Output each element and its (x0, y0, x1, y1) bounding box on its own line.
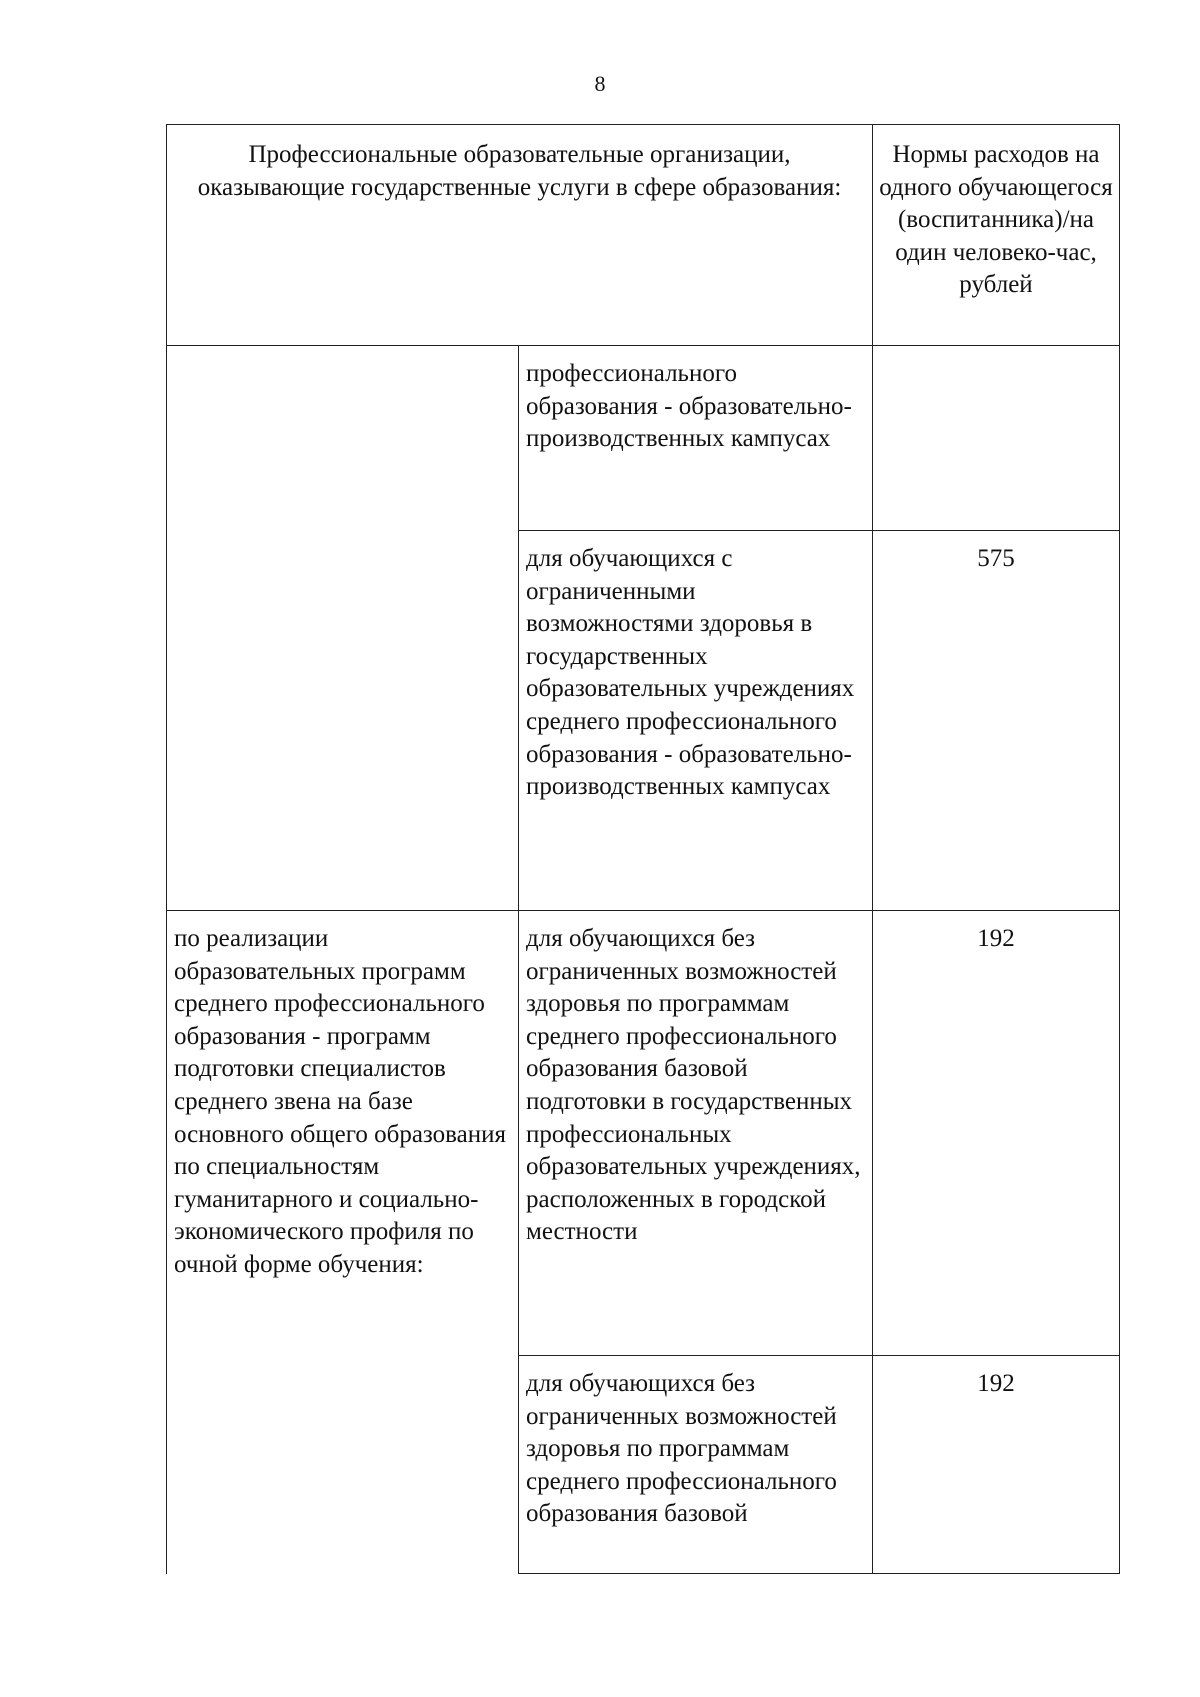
program-text: по реализации образовательных программ среднего профессионального образования - программ подготовки специалистов среднего звена на базе основного общего образования по специальностям гуманитарного и социально-экономического профиля по очной форме обучения: (174, 925, 506, 1278)
table-row (167, 911, 1120, 1356)
norm-cell (873, 346, 1120, 531)
description-cell (519, 1356, 873, 1574)
table-header-row (167, 125, 1120, 346)
description-cell (519, 346, 873, 531)
header-category-text: Профессиональные образовательные организации, оказывающие государственные услуги в сфере образования: (197, 141, 842, 201)
norms-table (166, 124, 1120, 1574)
norm-value: 192 (977, 925, 1015, 952)
norm-cell (873, 531, 1120, 911)
norm-cell (873, 1356, 1120, 1574)
description-cell (519, 911, 873, 1356)
norm-value: 575 (977, 545, 1015, 572)
norm-cell (873, 911, 1120, 1356)
header-norms-cell (873, 125, 1120, 346)
description-text: для обучающихся без ограниченных возможностей здоровья по программам среднего профессионального образования базовой (526, 1370, 837, 1528)
description-text: для обучающихся без ограниченных возможностей здоровья по программам среднего профессионального образования базовой подготовки в государственных профессиональных образовательных учреждениях, расположенных в городской местности (526, 925, 861, 1246)
header-category-cell (167, 125, 873, 346)
program-cell (167, 911, 519, 1574)
description-cell (519, 531, 873, 911)
norm-value: 192 (977, 1370, 1015, 1397)
description-text: профессионального образования - образовательно-производственных кампусах (526, 360, 852, 453)
description-text: для обучающихся с ограниченными возможностями здоровья в государственных образовательных учреждениях среднего профессионального образования - образовательно-производственных кампусах (526, 545, 855, 801)
page-number: 8 (594, 71, 606, 96)
program-cell (167, 346, 519, 911)
table-row (167, 346, 1120, 531)
header-norms-text: Нормы расходов на одного обучающегося (воспитанника)/на один человеко-час, рублей (879, 141, 1113, 299)
